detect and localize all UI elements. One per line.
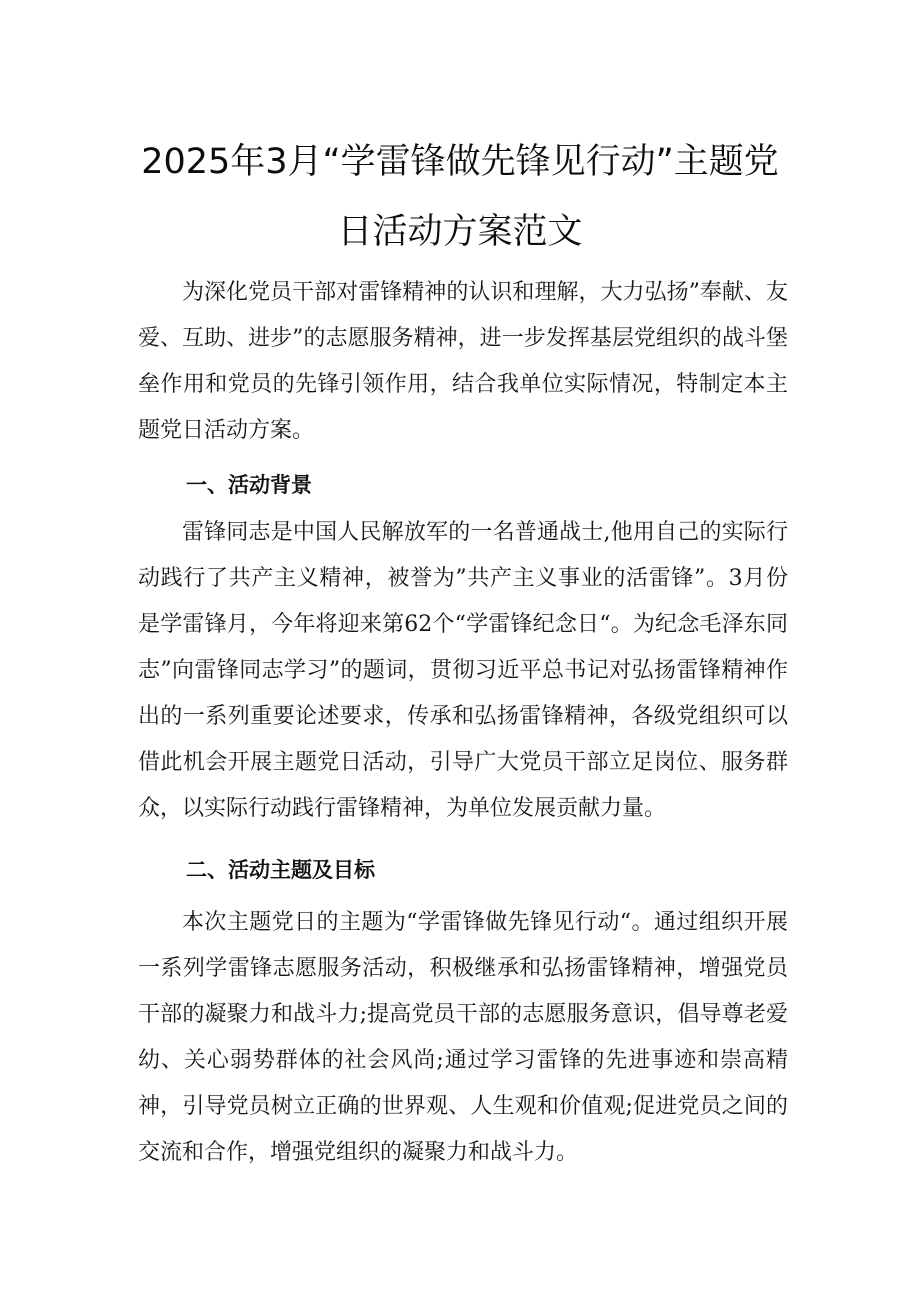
intro-paragraph: 为深化党员干部对雷锋精神的认识和理解，大力弘扬”奉献、友爱、互助、进步”的志愿服务精神，进一步发挥基层党组织的战斗堡垒作用和党员的先锋引领作用，结合我单位实际情况，特制定本主题党日活动方案。 — [138, 280, 788, 443]
section-2-paragraph: 本次主题党日的主题为“学雷锋做先锋见行动“。通过组织开展一系列学雷锋志愿服务活动，积极继承和弘扬雷锋精神，增强党员干部的凝聚力和战斗力;提高党员干部的志愿服务意识，倡导尊老爱幼、关心弱势群体的社会风尚;通过学习雷锋的先进事迹和崇高精神，引导党员树立正确的世界观、人生观和价值观;促进党员之间的交流和合作，增强党组织的凝聚力和战斗力。 — [138, 910, 788, 1165]
document-title-line-1: 2025年3月“学雷锋做先锋见行动”主题党 — [141, 142, 779, 182]
document-title-line-2: 日活动方案范文 — [337, 212, 583, 252]
section-1-heading: 一、活动背景 — [186, 473, 312, 497]
section-1-paragraph: 雷锋同志是中国人民解放军的一名普通战士,他用自己的实际行动践行了共产主义精神，被誉为”共产主义事业的活雷锋”。3月份是学雷锋月，今年将迎来第62个“学雷锋纪念日“。为纪念毛泽东同志”向雷锋同志学习”的题词，贯彻习近平总书记对弘扬雷锋精神作出的一系列重要论述要求，传承和弘扬雷锋精神，各级党组织可以借此机会开展主题党日活动，引导广大党员干部立足岗位、服务群众，以实际行动践行雷锋精神，为单位发展贡献力量。 — [138, 520, 788, 821]
section-2-heading: 二、活动主题及目标 — [186, 858, 375, 882]
